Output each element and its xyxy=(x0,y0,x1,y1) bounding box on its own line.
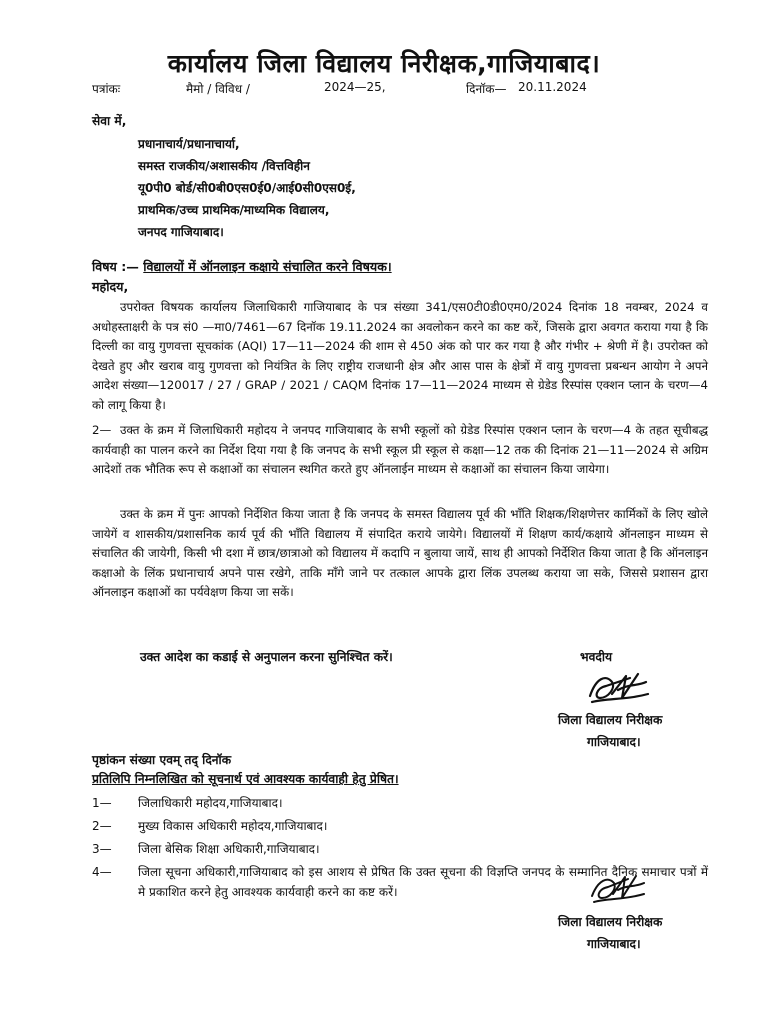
recipient-address xyxy=(138,133,356,243)
letter-date: 20.11.2024 xyxy=(518,80,587,94)
list-item xyxy=(92,794,708,814)
address-line: जनपद गाजियाबाद। xyxy=(138,225,224,239)
paragraph-3 xyxy=(92,505,708,603)
paragraph-1 xyxy=(92,298,708,415)
address-line: प्रधानाचार्य/प्रधानाचार्या, xyxy=(138,137,240,151)
subject-text: विद्यालयों में ऑनलाइन कक्षाये संचालित करने विषयक। xyxy=(143,259,392,274)
signature-1-place: गाजियाबाद। xyxy=(587,735,641,749)
address-line: यू0पी0 बोर्ड/सी0बी0एस0ई0/आई0सी0एस0ई, xyxy=(138,181,356,195)
endorsement-number: पृष्ठांकन संख्या एवम् तद् दिनॉक xyxy=(92,753,232,767)
address-line: समस्त राजकीय/अशासकीय /वित्तविहीन xyxy=(138,159,310,173)
signature-2-designation: जिला विद्यालय निरीक्षक xyxy=(558,915,663,929)
subject-line xyxy=(92,258,392,275)
paragraph-2 xyxy=(92,421,708,480)
subject-label: विषय :— xyxy=(92,259,139,274)
office-title: कार्यालय जिला विद्यालय निरीक्षक,गाजियाबाद। xyxy=(167,49,601,78)
list-item xyxy=(92,817,708,837)
signature-2-place: गाजियाबाद। xyxy=(587,937,641,951)
list-item-text: मुख्य विकास अधिकारी महोदय,गाजियाबाद। xyxy=(138,819,328,833)
memo-reference: मैमो / विविध / xyxy=(186,82,250,96)
signature-1-designation: जिला विद्यालय निरीक्षक xyxy=(558,713,663,727)
paragraph-3-text: उक्त के क्रम में पुनः आपको निर्देशित किया जाता है कि जनपद के समस्त विद्यालय पूर्व की भाँति शिक्षक/शिक्षणेत्तर कार्मिकों के लिए खोले जायेगें व शासकीय/प्रशासनिक कार्य पूर्व की भाँति विद्यालय में संपादित कराये जायेगे। विद्यालयों में शिक्षण कार्य/कक्षाये ऑनलाइन माध्यम से संचालित की जायेगी, किसी भी दशा में छात्र/छात्राओ को विद्यालय में कदापि न बुलाया जायें, साथ ही आपको निर्देशित किया जाता है कि ऑनलाइन कक्षाओ के लिंक प्रधानाचार्य अपने पास रखेगे, ताकि माँगे जाने पर तत्काल आपके द्वारा लिंक उपलब्ध कराया जा सके, जिससे प्रशासन द्वारा ऑनलाइन कक्षाओं का पर्यवेक्षण किया जा सकें। xyxy=(92,507,708,599)
list-item-text: जिलाधिकारी महोदय,गाजियाबाद। xyxy=(138,796,283,810)
list-item-number: 4— xyxy=(92,865,112,879)
paragraph-2-text: उक्त के क्रम में जिलाधिकारी महोदय ने जनपद गाजियाबाद के सभी स्कूलों को ग्रेडेड रिस्पांस एक्शन प्लान के चरण—4 के तहत सूचीबद्ध कार्यवाही का पालन करने का निर्देश दिया गया है कि जनपद के सभी स्कूल प्री स्कूल से कक्षा—12 तक की दिनांक 21—11—2024 से अग्रिम आदेशों तक भौतिक रूप से कक्षाओं का संचालन स्थगित करते हुए ऑनलाईन माध्यम से कक्षाओं का संचालन किया जायेगा। xyxy=(92,423,709,476)
signature-icon xyxy=(586,870,650,908)
list-item-text: जिला सूचना अधिकारी,गाजियाबाद को इस आशय से प्रेषित कि उक्त सूचना की विज्ञप्ति जनपद के सम्मानित दैनिक समाचार पत्रों में मे प्रकाशित करने हेतु आवश्यक कार्यवाही करने का कष्ट करें। xyxy=(138,865,708,899)
list-item xyxy=(92,840,708,860)
endorsement-copy-line: प्रतिलिपि निम्नलिखित को सूचनार्थ एवं आवश्यक कार्यवाही हेतु प्रेषित। xyxy=(92,772,399,786)
paragraph-1-text: उपरोक्त विषयक कार्यालय जिलाधिकारी गाजियाबाद के पत्र संख्या 341/एस0टी0डी0एम0/2024 दिनांक 18 नवम्बर, 2024 व अधोहस्ताक्षरी के पत्र सं0 —मा0/7461—67 दिनॉक 19.11.2024 का अवलोकन करने का कष्ट करें, जिसके द्वारा अवगत कराया गया है कि दिल्ली का वायु गुणवत्ता सूचकांक (AQI) 17—11—2024 की शाम से 450 अंक को पार कर गया है और गंभीर + श्रेणी में है। उपरोक्त को देखते हुए और खराब वायु गुणवत्ता को नियंत्रित के लिए राष्ट्रीय राजधानी क्षेत्र और आस पास के क्षेत्रों में वायु गुणवत्ता प्रबन्धन आयोग ने अपने आदेश संख्या—120017 / 27 / GRAP / 2021 / CAQM दिनांक 17—11—2024 माध्यम से ग्रेडेड रिस्पांस एक्शन प्लान के चरण—4 को लागू किया है। xyxy=(92,300,708,412)
list-item-number: 1— xyxy=(92,796,112,810)
list-item-text: जिला बेसिक शिक्षा अधिकारी,गाजियाबाद। xyxy=(138,842,320,856)
address-line: प्राथमिक/उच्च प्राथमिक/माध्यमिक विद्यालय, xyxy=(138,203,330,217)
reference-year: 2024—25, xyxy=(324,80,386,94)
signature-icon xyxy=(582,668,656,708)
list-item-number: 3— xyxy=(92,842,112,856)
list-item-number: 2— xyxy=(92,819,112,833)
seva-mein: सेवा में, xyxy=(92,114,127,128)
paragraph-2-number: 2— xyxy=(92,423,112,437)
reference-row xyxy=(0,80,768,98)
closing-bhavdiya: भवदीय xyxy=(580,650,613,664)
salutation: महोदय, xyxy=(92,279,129,294)
patrank-label: पत्रांकः xyxy=(92,82,121,96)
compliance-note: उक्त आदेश का कडाई से अनुपालन करना सुनिश्चित करें। xyxy=(140,650,393,664)
date-label: दिनॉक— xyxy=(466,82,507,96)
